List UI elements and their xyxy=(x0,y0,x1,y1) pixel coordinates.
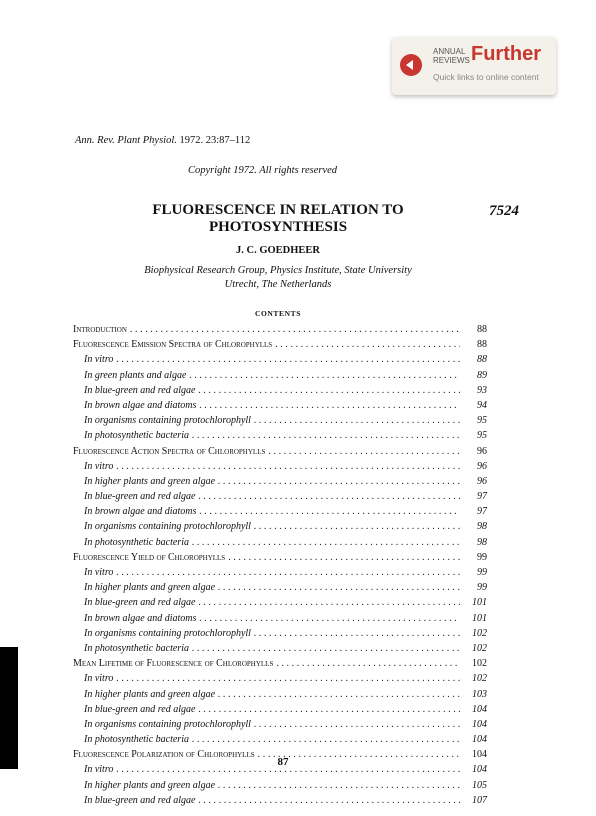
toc-entry[interactable] xyxy=(73,521,487,536)
toc-entry-page: 102 xyxy=(472,627,487,639)
toc-entry-page: 96 xyxy=(477,475,487,487)
toc-entry[interactable] xyxy=(73,613,487,628)
toc-entry[interactable] xyxy=(73,506,487,521)
toc-leader-dots xyxy=(199,506,460,517)
toc-entry-label: In organisms containing protochlorophyll xyxy=(84,627,251,639)
toc-entry[interactable] xyxy=(73,567,487,582)
toc-leader-dots xyxy=(192,430,460,441)
toc-entry[interactable] xyxy=(73,385,487,400)
toc-entry-label: In photosynthetic bacteria xyxy=(84,734,189,746)
toc-leader-dots xyxy=(218,476,460,487)
toc-entry-label: Introduction xyxy=(73,324,127,335)
toc-entry[interactable] xyxy=(73,643,487,658)
toc-leader-dots xyxy=(130,324,460,335)
toc-leader-dots xyxy=(192,643,460,654)
toc-leader-dots xyxy=(276,658,460,669)
toc-entry-page: 94 xyxy=(477,399,487,411)
toc-leader-dots xyxy=(198,597,460,608)
toc-entry[interactable] xyxy=(73,673,487,688)
toc-leader-dots xyxy=(198,795,460,806)
copyright-line: Copyright 1972. All rights reserved xyxy=(188,165,338,176)
toc-entry[interactable] xyxy=(73,552,487,567)
toc-entry-label: Fluorescence Polarization of Chlorophylls xyxy=(73,749,255,761)
toc-leader-dots xyxy=(275,339,460,350)
toc-entry-label: In photosynthetic bacteria xyxy=(84,536,189,548)
toc-entry-label: In green plants and algae xyxy=(84,369,187,381)
toc-leader-dots xyxy=(254,719,460,730)
toc-entry-page: 99 xyxy=(477,582,487,594)
toc-entry[interactable] xyxy=(73,415,487,430)
toc-entry-page: 96 xyxy=(477,460,487,472)
toc-entry[interactable] xyxy=(73,430,487,445)
toc-entry-label: In vitro xyxy=(84,354,114,366)
toc-leader-dots xyxy=(199,400,460,411)
toc-leader-dots xyxy=(218,780,460,791)
toc-entry-label: In brown algae and diatoms xyxy=(84,506,197,518)
toc-entry-label: In higher plants and green algae xyxy=(84,779,216,791)
contents-heading: CONTENTS xyxy=(254,309,302,318)
toc-entry-page: 88 xyxy=(477,339,487,351)
toc-entry-label: In organisms containing protochlorophyll xyxy=(84,521,251,533)
toc-leader-dots xyxy=(192,734,460,745)
toc-entry-label: In blue-green and red algae xyxy=(84,491,196,503)
toc-entry[interactable] xyxy=(73,719,487,734)
toc-entry[interactable] xyxy=(73,354,487,369)
toc-entry-page: 88 xyxy=(477,354,487,366)
toc-entry-page: 98 xyxy=(477,521,487,533)
toc-leader-dots xyxy=(254,415,460,426)
toc-entry[interactable] xyxy=(73,461,487,476)
toc-entry-page: 99 xyxy=(477,551,487,563)
quick-links-label[interactable]: Quick links to online content xyxy=(433,72,539,82)
toc-entry-label: In organisms containing protochlorophyll xyxy=(84,415,251,427)
toc-entry-page: 99 xyxy=(477,567,487,578)
toc-entry-page: 96 xyxy=(477,445,487,457)
toc-entry-page: 89 xyxy=(477,369,487,381)
toc-entry-page: 105 xyxy=(472,779,487,791)
toc-leader-dots xyxy=(218,582,460,593)
toc-leader-dots xyxy=(116,567,460,578)
toc-entry[interactable] xyxy=(73,446,487,461)
scan-edge-bar xyxy=(0,647,18,769)
table-of-contents xyxy=(73,324,487,810)
toc-entry-label: In blue-green and red algae xyxy=(84,597,196,609)
toc-entry-page: 97 xyxy=(477,506,487,518)
toc-entry[interactable] xyxy=(73,324,487,339)
toc-entry[interactable] xyxy=(73,689,487,704)
further-label: Further xyxy=(471,43,541,65)
toc-entry-page: 95 xyxy=(477,430,487,442)
toc-entry-label: Fluorescence Action Spectra of Chlorophylls xyxy=(73,445,266,457)
author-name: J. C. GOEDHEER xyxy=(235,245,320,256)
toc-entry[interactable] xyxy=(73,537,487,552)
affiliation xyxy=(60,264,496,292)
article-number: 7524 xyxy=(489,203,519,219)
toc-leader-dots xyxy=(254,521,460,532)
toc-entry-page: 104 xyxy=(472,734,487,746)
toc-entry-label: In blue-green and red algae xyxy=(84,384,196,396)
toc-entry-page: 102 xyxy=(472,673,487,685)
toc-entry-label: In higher plants and green algae xyxy=(84,475,216,487)
toc-leader-dots xyxy=(189,370,460,381)
toc-leader-dots xyxy=(192,537,460,548)
toc-entry[interactable] xyxy=(73,734,487,749)
toc-entry-label: In vitro xyxy=(84,673,114,685)
affiliation-line-1: Biophysical Research Group, Physics Institute, State University xyxy=(144,265,412,276)
toc-leader-dots xyxy=(268,446,460,457)
toc-entry-page: 88 xyxy=(477,324,487,335)
toc-entry-page: 104 xyxy=(472,703,487,715)
toc-entry-label: In photosynthetic bacteria xyxy=(84,642,189,654)
page-number: 87 xyxy=(277,756,289,768)
citation-volume: 1972. 23:87–112 xyxy=(176,135,251,146)
toc-entry-page: 104 xyxy=(472,718,487,730)
toc-entry[interactable] xyxy=(73,400,487,415)
toc-entry-label: In brown algae and diatoms xyxy=(84,399,197,411)
toc-entry[interactable] xyxy=(73,658,487,673)
toc-entry-page: 101 xyxy=(472,612,487,624)
toc-leader-dots xyxy=(228,552,460,563)
toc-entry-label: In photosynthetic bacteria xyxy=(84,430,189,442)
toc-leader-dots xyxy=(198,704,460,715)
further-banner[interactable] xyxy=(392,37,556,95)
annual-reviews-logo: ANNUAL REVIEWS xyxy=(433,47,470,65)
toc-entry-label: Fluorescence Yield of Chlorophylls xyxy=(73,551,226,563)
toc-entry[interactable] xyxy=(73,476,487,491)
article-title: FLUORESCENCE IN RELATION TO PHOTOSYNTHESIS xyxy=(152,202,404,235)
toc-leader-dots xyxy=(198,385,460,396)
toc-entry-page: 98 xyxy=(477,536,487,548)
toc-entry-label: In higher plants and green algae xyxy=(84,582,216,594)
toc-entry-page: 97 xyxy=(477,491,487,503)
toc-entry-page: 104 xyxy=(472,749,487,761)
toc-entry-label: Fluorescence Emission Spectra of Chlorophylls xyxy=(73,339,273,351)
toc-entry-label: In vitro xyxy=(84,460,114,472)
toc-entry-label: In higher plants and green algae xyxy=(84,688,216,700)
toc-entry[interactable] xyxy=(73,597,487,612)
toc-entry-label: In blue-green and red algae xyxy=(84,703,196,715)
toc-entry-page: 102 xyxy=(472,658,487,670)
toc-entry-page: 93 xyxy=(477,384,487,396)
citation xyxy=(75,135,250,146)
toc-entry-label: In blue-green and red algae xyxy=(84,794,196,806)
toc-entry[interactable] xyxy=(73,491,487,506)
toc-leader-dots xyxy=(116,354,460,365)
toc-entry-page: 104 xyxy=(472,764,487,776)
toc-entry[interactable] xyxy=(73,780,487,795)
toc-entry-page: 102 xyxy=(472,642,487,654)
citation-journal: Ann. Rev. Plant Physiol. xyxy=(75,135,177,146)
toc-leader-dots xyxy=(116,673,460,684)
toc-entry-label: In brown algae and diatoms xyxy=(84,612,197,624)
toc-leader-dots xyxy=(198,491,460,502)
toc-entry-label: In vitro xyxy=(84,764,114,776)
play-icon xyxy=(400,54,422,76)
toc-entry-page: 107 xyxy=(472,794,487,806)
toc-leader-dots xyxy=(218,689,460,700)
toc-entry-page: 95 xyxy=(477,415,487,427)
toc-entry[interactable] xyxy=(73,339,487,354)
toc-entry-page: 103 xyxy=(472,688,487,700)
toc-leader-dots xyxy=(199,613,460,624)
toc-leader-dots xyxy=(116,461,460,472)
toc-leader-dots xyxy=(254,628,460,639)
toc-entry[interactable] xyxy=(73,704,487,719)
toc-entry[interactable] xyxy=(73,370,487,385)
toc-entry-label: In vitro xyxy=(84,567,114,578)
toc-entry-page: 101 xyxy=(472,597,487,609)
toc-entry-label: In organisms containing protochlorophyll xyxy=(84,718,251,730)
toc-entry-label: Mean Lifetime of Fluorescence of Chlorophylls xyxy=(73,658,274,670)
toc-entry[interactable] xyxy=(73,582,487,597)
toc-entry[interactable] xyxy=(73,795,487,810)
toc-entry[interactable] xyxy=(73,628,487,643)
affiliation-line-2: Utrecht, The Netherlands xyxy=(224,279,332,290)
